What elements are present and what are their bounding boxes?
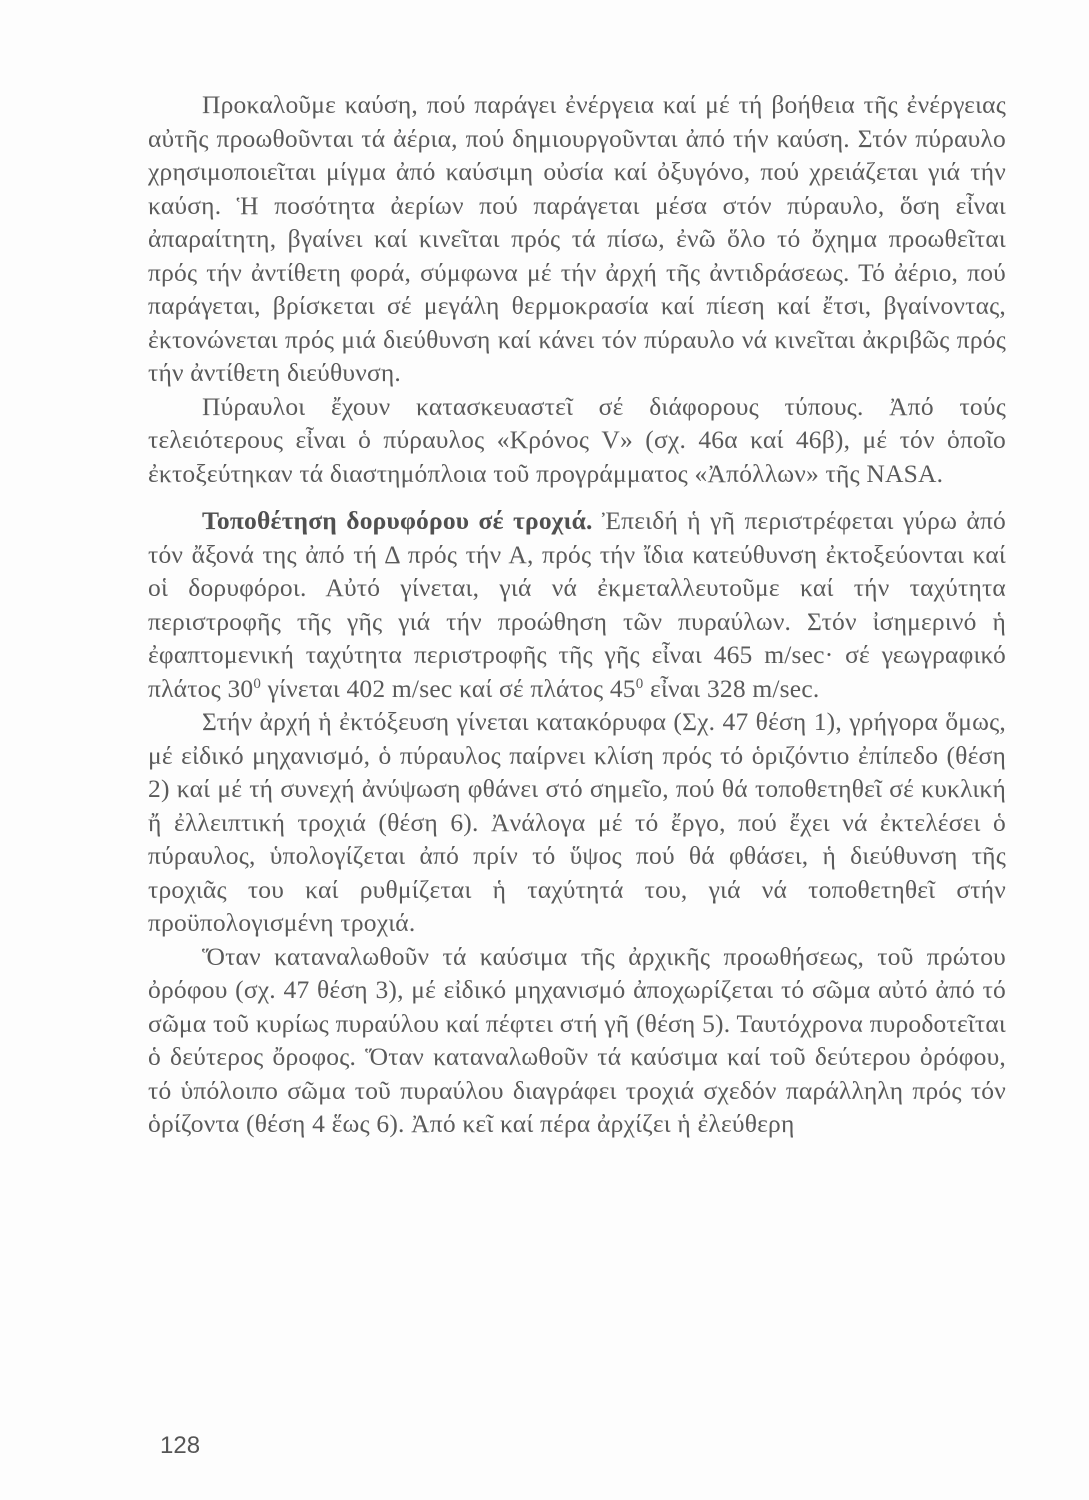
section-text-part-2: γίνεται 402 m/sec καί σέ πλάτος 45 [261,673,636,703]
body-text [148,88,1006,1141]
section-text-part-1: Ἐπειδή ἡ γῆ περιστρέφεται γύρω ἀπό τόν ἄξονά της ἀπό τή Δ πρός τήν Α, πρός τήν ἴδια κατεύθυνση ἐκτοξεύονται καί οἱ δορυφόροι. Αὐτό γίνεται, γιά νά ἐκμεταλλευτοῦμε καί τήν ταχύτητα περιστροφῆς τῆς γῆς γιά τήν προώθηση τῶν πυραύλων. Στόν ἰσημερινό ἡ ἐφαπτομενική ταχύτητα περιστροφῆς τῆς γῆς εἶναι 465 m/sec· σέ γεωγραφικό πλάτος 30 [148,506,1006,703]
degree-superscript: 0 [253,675,262,692]
paragraph-rocket-types: Πύραυλοι ἔχουν κατασκευαστεῖ σέ διάφορους τύπους. Ἀπό τούς τελειότερους εἶναι ὁ πύραυλος «Κρόνος V» (σχ. 46α καί 46β), μέ τόν ὁποῖο ἐκτοξεύτηκαν τά διαστημόπλοια τοῦ προγράμματος «Ἀπόλλων» τῆς NASA. [148,391,1006,488]
paragraph-stage-separation: Ὅταν καταναλωθοῦν τά καύσιμα τῆς ἀρχικῆς προωθήσεως, τοῦ πρώτου ὀρόφου (σχ. 47 θέση 3), μέ εἰδικό μηχανισμό ἀποχωρίζεται τό σῶμα αὐτό ἀπό τό σῶμα τοῦ κυρίως πυραύλου καί πέφτει στή γῆ (θέση 5). Ταυτόχρονα πυροδοτεῖται ὁ δεύτερος ὄροφος. Ὅταν καταναλωθοῦν τά καύσιμα καί τοῦ δεύτερου ὀρόφου, τό ὑπόλοιπο σῶμα τοῦ πυραύλου διαγράφει τροχιά σχεδόν παράλληλη πρός τόν ὁρίζοντα (θέση 4 ἕως 6). Ἀπό κεῖ καί πέρα ἀρχίζει ἡ ἐλεύθερη [148,941,1006,1138]
paragraph-launch-phases: Στήν ἀρχή ἡ ἐκτόξευση γίνεται κατακόρυφα (Σχ. 47 θέση 1), γρήγορα ὅμως, μέ εἰδικό μηχανισμό, ὁ πύραυλος παίρνει κλίση πρός τό ὁριζόντιο ἐπίπεδο (θέση 2) καί μέ τή συνεχή ἀνύψωση φθάνει στό σημεῖο, πού θά τοποθετηθεῖ σέ κυκλική ἤ ἐλλειπτική τροχιά (θέση 6). Ἀνάλογα μέ τό ἔργο, πού ἔχει νά ἐκτελέσει ὁ πύραυλος, ὑπολογίζεται ἀπό πρίν τό ὕψος πού θά φθάσει, ἡ διεύθυνση τῆς τροχιᾶς του καί ρυθμίζεται ἡ ταχύτητά του, γιά νά τοποθετηθεῖ στήν προϋπολογισμένη τροχιά. [148,707,1006,937]
paragraph-rocket-propulsion: Προκαλοῦμε καύση, πού παράγει ἐνέργεια καί μέ τή βοήθεια τῆς ἐνέργειας αὐτῆς προωθοῦνται τά ἀέρια, πού δημιουργοῦνται ἀπό τήν καύση. Στόν πύραυλο χρησιμοποιεῖται μίγμα ἀπό καύσιμη οὐσία καί ὀξυγόνο, πού χρειάζεται γιά τήν καύση. Ἡ ποσότητα ἀερίων πού παράγεται μέσα στόν πύραυλο, ὅση εἶναι ἀπαραίτητη, βγαίνει καί κινεῖται πρός τά πίσω, ἐνῶ ὅλο τό ὄχημα προωθεῖται πρός τήν ἀντίθετη φορά, σύμφωνα μέ τήν ἀρχή τῆς ἀντιδράσεως. Τό ἀέριο, πού παράγεται, βρίσκεται σέ μεγάλη θερμοκρασία καί πίεση καί ἔτσι, βγαίνοντας, ἐκτονώνεται πρός μιά διεύθυνση καί κάνει τόν πύραυλο νά κινεῖται ἀκριβῶς πρός τήν ἀντίθετη διεύθυνση. [148,90,1006,387]
section-heading: Τοποθέτηση δορυφόρου σέ τροχιά. [202,506,593,535]
paragraph-satellite-orbit [148,504,1006,705]
degree-superscript: 0 [635,675,644,692]
page-number: 128 [160,1432,201,1459]
section-text-part-3: εἶναι 328 m/sec. [643,673,820,703]
